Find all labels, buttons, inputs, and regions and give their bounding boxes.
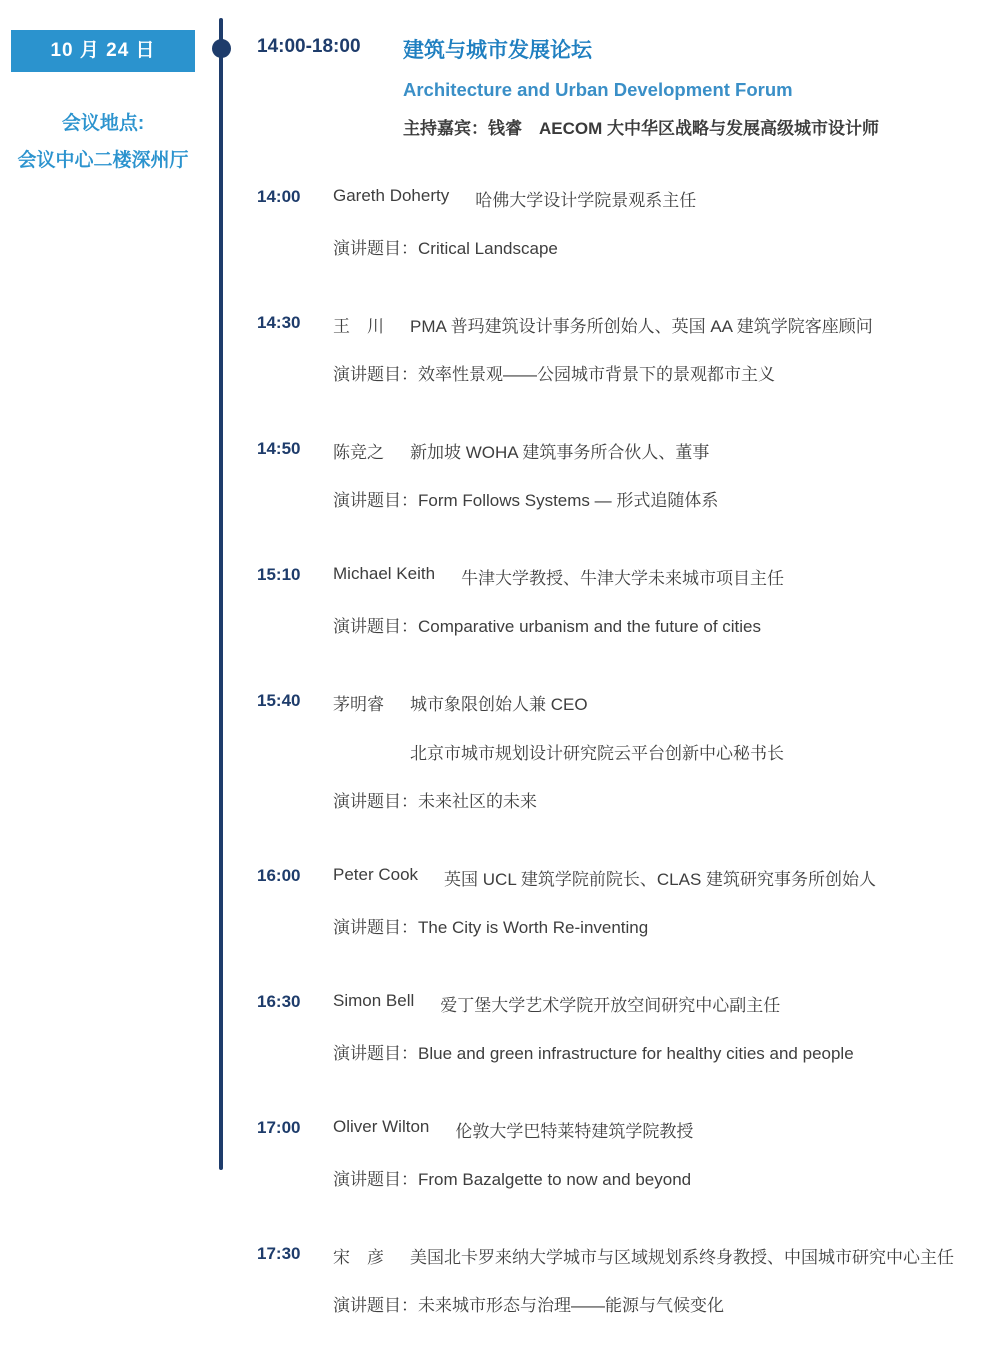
session-item xyxy=(257,564,981,637)
session-body xyxy=(333,1117,981,1190)
topic-line xyxy=(333,486,981,511)
session-body xyxy=(333,991,981,1064)
session-item xyxy=(257,438,981,511)
speaker-affiliation: PMA 普玛建筑设计事务所创始人、英国 AA 建筑学院客座顾问 xyxy=(410,317,873,336)
topic-line xyxy=(333,234,981,259)
speaker-affiliation-block xyxy=(475,186,696,211)
location-block xyxy=(0,105,206,179)
speaker-line xyxy=(333,1117,981,1142)
speaker-line xyxy=(333,438,981,463)
topic-line xyxy=(333,1165,981,1190)
speaker-name: Gareth Doherty xyxy=(333,186,450,205)
topic-title: 未来社区的未来 xyxy=(418,792,537,811)
speaker-name: Michael Keith xyxy=(333,564,436,583)
timeline-line xyxy=(219,18,223,1170)
speaker-affiliation: 英国 UCL 建筑学院前院长、CLAS 建筑研究事务所创始人 xyxy=(444,870,877,889)
speaker-affiliation-block xyxy=(444,865,876,890)
session-time: 14:00 xyxy=(257,187,301,206)
session-item xyxy=(257,690,981,812)
forum-time-range: 14:00-18:00 xyxy=(257,36,361,57)
session-time: 16:30 xyxy=(257,992,301,1011)
timeline-dot xyxy=(212,39,231,58)
speaker-line xyxy=(333,312,981,337)
location-value: 会议中心二楼深州厅 xyxy=(17,150,189,171)
speaker-affiliation-block xyxy=(410,1243,954,1268)
speaker-name: Oliver Wilton xyxy=(333,1117,430,1136)
speaker-affiliation-block xyxy=(461,564,784,589)
session-body xyxy=(333,564,981,637)
topic-title: 效率性景观——公园城市背景下的景观都市主义 xyxy=(418,365,775,384)
topic-label: 演讲题目： xyxy=(333,1170,418,1189)
topic-line xyxy=(333,787,981,812)
speaker-affiliation-block xyxy=(410,312,873,337)
speaker-name: 茅明睿 xyxy=(333,695,384,714)
speaker-line xyxy=(333,186,981,211)
topic-label: 演讲题目： xyxy=(333,1044,418,1063)
speaker-affiliation: 美国北卡罗来纳大学城市与区域规划系终身教授、中国城市研究中心主任 xyxy=(410,1248,954,1267)
speaker-name: 陈竞之 xyxy=(333,443,384,462)
speaker-affiliation: 城市象限创始人兼 CEO xyxy=(410,695,588,714)
session-time: 15:40 xyxy=(257,691,301,710)
session-body xyxy=(333,312,981,385)
forum-title-zh: 建筑与城市发展论坛 xyxy=(403,39,592,62)
forum-header-body xyxy=(403,34,981,139)
speaker-line xyxy=(333,564,981,589)
speaker-affiliation-2: 北京市城市规划设计研究院云平台创新中心秘书长 xyxy=(410,744,784,763)
session-item xyxy=(257,991,981,1064)
session-item xyxy=(257,865,981,938)
topic-label: 演讲题目： xyxy=(333,792,418,811)
session-item xyxy=(257,312,981,385)
speaker-name: 王 川 xyxy=(333,317,384,336)
session-item xyxy=(257,186,981,259)
topic-title: Comparative urbanism and the future of cities xyxy=(418,617,762,636)
schedule-content xyxy=(257,34,981,1369)
topic-title: Blue and green infrastructure for healthy cities and people xyxy=(418,1044,854,1063)
topic-title: From Bazalgette to now and beyond xyxy=(418,1170,692,1189)
forum-moderator: 主持嘉宾：钱睿 AECOM 大中华区战略与发展高级城市设计师 xyxy=(403,119,879,138)
speaker-affiliation: 哈佛大学设计学院景观系主任 xyxy=(475,191,697,210)
session-body xyxy=(333,438,981,511)
location-label: 会议地点: xyxy=(61,113,145,134)
session-time: 14:50 xyxy=(257,439,301,458)
session-time: 14:30 xyxy=(257,313,301,332)
session-time: 15:10 xyxy=(257,565,301,584)
session-body xyxy=(333,1243,981,1316)
speaker-name: Peter Cook xyxy=(333,865,419,884)
topic-title: 未来城市形态与治理——能源与气候变化 xyxy=(418,1296,724,1315)
topic-label: 演讲题目： xyxy=(333,491,418,510)
session-item xyxy=(257,1243,981,1316)
speaker-affiliation-block xyxy=(410,438,709,463)
session-body xyxy=(333,186,981,259)
session-item xyxy=(257,1117,981,1190)
speaker-name: 宋 彦 xyxy=(333,1248,384,1267)
topic-label: 演讲题目： xyxy=(333,918,418,937)
session-time: 17:00 xyxy=(257,1118,301,1137)
topic-line xyxy=(333,612,981,637)
speaker-line xyxy=(333,690,981,764)
speaker-affiliation: 牛津大学教授、牛津大学未来城市项目主任 xyxy=(461,569,785,588)
speaker-affiliation-block xyxy=(455,1117,693,1142)
speaker-affiliation: 爱丁堡大学艺术学院开放空间研究中心副主任 xyxy=(440,996,781,1015)
topic-label: 演讲题目： xyxy=(333,365,418,384)
topic-label: 演讲题目： xyxy=(333,239,418,258)
topic-title: Critical Landscape xyxy=(418,239,558,258)
session-body xyxy=(333,690,981,812)
topic-line xyxy=(333,1039,981,1064)
speaker-affiliation-block xyxy=(410,690,784,764)
forum-title-en: Architecture and Urban Development Forum xyxy=(403,79,793,100)
topic-line xyxy=(333,913,981,938)
session-body xyxy=(333,865,981,938)
topic-line xyxy=(333,1291,981,1316)
speaker-line xyxy=(333,865,981,890)
speaker-affiliation: 伦敦大学巴特莱特建筑学院教授 xyxy=(455,1122,694,1141)
topic-title: Form Follows Systems — 形式追随体系 xyxy=(418,491,719,510)
date-badge: 10 月 24 日 xyxy=(11,30,195,72)
forum-header xyxy=(257,34,981,139)
topic-label: 演讲题目： xyxy=(333,1296,418,1315)
speaker-line xyxy=(333,991,981,1016)
session-time: 17:30 xyxy=(257,1244,301,1263)
topic-title: The City is Worth Re-inventing xyxy=(418,918,649,937)
speaker-affiliation: 新加坡 WOHA 建筑事务所合伙人、董事 xyxy=(410,443,710,462)
sidebar xyxy=(0,30,206,179)
speaker-line xyxy=(333,1243,981,1268)
topic-line xyxy=(333,360,981,385)
speaker-name: Simon Bell xyxy=(333,991,415,1010)
speaker-affiliation-block xyxy=(440,991,780,1016)
topic-label: 演讲题目： xyxy=(333,617,418,636)
session-time: 16:00 xyxy=(257,866,301,885)
